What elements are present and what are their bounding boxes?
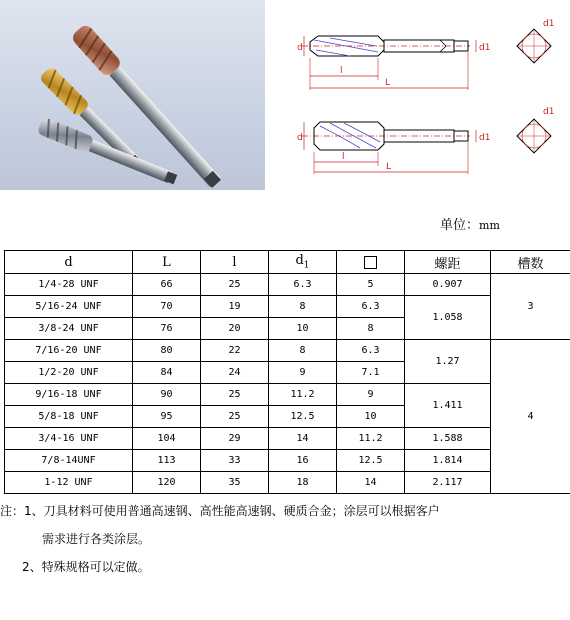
- cell-d: 3/8-24 UNF: [5, 318, 133, 340]
- drawing-label-sq-top: d1: [543, 19, 555, 29]
- table-row: [5, 472, 570, 494]
- notes: [0, 502, 440, 576]
- cell-pitch: 1.27: [405, 340, 491, 384]
- cell-square: 8: [337, 318, 405, 340]
- cell-pitch: 1.814: [405, 450, 491, 472]
- table-row: [5, 340, 570, 362]
- table-row: [5, 428, 570, 450]
- cell-d1: 9: [269, 362, 337, 384]
- taps-photo-illustration: [0, 0, 265, 190]
- cell-pitch: 1.058: [405, 296, 491, 340]
- cell-d1: 10: [269, 318, 337, 340]
- cell-d: 5/16-24 UNF: [5, 296, 133, 318]
- table-header-row: [5, 251, 570, 274]
- cell-d1: 12.5: [269, 406, 337, 428]
- cell-flutes: 4: [491, 340, 570, 494]
- cell-l: 19: [201, 296, 269, 318]
- drawing-label-L-top: L: [385, 78, 391, 88]
- note-1: [0, 502, 440, 520]
- cell-d: 7/16-20 UNF: [5, 340, 133, 362]
- table-row: [5, 450, 570, 472]
- col-header-d1-base: d: [295, 253, 304, 269]
- table-row: [5, 296, 570, 318]
- cell-d1: 8: [269, 340, 337, 362]
- cell-l: 20: [201, 318, 269, 340]
- col-header-d1-sub: 1: [303, 260, 310, 271]
- cell-l: 25: [201, 406, 269, 428]
- note-1-continued: 需求进行各类涂层。: [42, 532, 151, 546]
- cell-d: 1-12 UNF: [5, 472, 133, 494]
- drawing-label-sq-bottom: d1: [543, 107, 555, 117]
- drawing-label-l-top: l: [340, 66, 343, 76]
- cell-L: 76: [133, 318, 201, 340]
- cell-d: 1/2-20 UNF: [5, 362, 133, 384]
- cell-L: 104: [133, 428, 201, 450]
- cell-d: 7/8-14UNF: [5, 450, 133, 472]
- square-symbol-icon: [364, 256, 377, 269]
- col-header-pitch: 螺距: [405, 251, 491, 274]
- cell-d: 3/4-16 UNF: [5, 428, 133, 450]
- unit-label: [440, 214, 500, 233]
- cell-d: 1/4-28 UNF: [5, 274, 133, 296]
- cell-pitch: 1.411: [405, 384, 491, 428]
- tap-drawing-bottom: [297, 122, 490, 174]
- cell-d: 9/16-18 UNF: [5, 384, 133, 406]
- unit-value: mm: [479, 219, 500, 232]
- cell-L: 120: [133, 472, 201, 494]
- cell-L: 70: [133, 296, 201, 318]
- cell-square: 6.3: [337, 340, 405, 362]
- cell-L: 90: [133, 384, 201, 406]
- drawing-label-L-bottom: L: [386, 162, 392, 172]
- unit-label-text: 单位：: [440, 218, 480, 233]
- spec-table: [4, 250, 570, 494]
- tap-drawing-top: [297, 36, 490, 90]
- cell-l: 33: [201, 450, 269, 472]
- cell-L: 80: [133, 340, 201, 362]
- col-header-L: L: [133, 251, 201, 274]
- drawing-label-d1-bottom: d1: [479, 133, 491, 143]
- cell-l: 29: [201, 428, 269, 450]
- cell-L: 66: [133, 274, 201, 296]
- cell-square: 9: [337, 384, 405, 406]
- notes-prefix: 注：: [0, 504, 25, 518]
- cell-square: 10: [337, 406, 405, 428]
- cell-d1: 16: [269, 450, 337, 472]
- cell-d1: 18: [269, 472, 337, 494]
- cell-d: 5/8-18 UNF: [5, 406, 133, 428]
- cell-L: 113: [133, 450, 201, 472]
- cell-square: 14: [337, 472, 405, 494]
- cell-square: 6.3: [337, 296, 405, 318]
- cell-pitch: 1.588: [405, 428, 491, 450]
- cell-l: 25: [201, 274, 269, 296]
- cell-l: 35: [201, 472, 269, 494]
- technical-drawing: [280, 2, 570, 192]
- cell-square: 7.1: [337, 362, 405, 384]
- drawing-label-d-top: d: [297, 43, 303, 53]
- col-header-flutes: 槽数: [491, 251, 570, 274]
- table-row: [5, 274, 570, 296]
- cell-square: 11.2: [337, 428, 405, 450]
- cell-d1: 6.3: [269, 274, 337, 296]
- cell-square: 5: [337, 274, 405, 296]
- cell-square: 12.5: [337, 450, 405, 472]
- table-row: [5, 384, 570, 406]
- drawing-label-l-bottom: l: [342, 152, 345, 162]
- square-end-view-bottom: [517, 107, 554, 153]
- col-header-l: l: [201, 251, 269, 274]
- square-end-view-top: [517, 19, 554, 63]
- cell-pitch: 0.907: [405, 274, 491, 296]
- cell-pitch: 2.117: [405, 472, 491, 494]
- note-2: 2、特殊规格可以定做。: [22, 560, 150, 574]
- product-photo: [0, 0, 265, 190]
- cell-L: 95: [133, 406, 201, 428]
- cell-L: 84: [133, 362, 201, 384]
- drawing-label-d1-top: d1: [479, 43, 491, 53]
- cell-l: 24: [201, 362, 269, 384]
- col-header-d: d: [5, 251, 133, 274]
- drawing-label-d-bottom: d: [297, 133, 303, 143]
- note-1-text: 1、刀具材料可使用普通高速钢、高性能高速钢、硬质合金；涂层可以根据客户: [24, 504, 440, 518]
- col-header-d1: [269, 251, 337, 274]
- col-header-square: [337, 251, 405, 274]
- cell-d1: 11.2: [269, 384, 337, 406]
- cell-d1: 8: [269, 296, 337, 318]
- cell-d1: 14: [269, 428, 337, 450]
- cell-l: 25: [201, 384, 269, 406]
- cell-flutes: 3: [491, 274, 570, 340]
- cell-l: 22: [201, 340, 269, 362]
